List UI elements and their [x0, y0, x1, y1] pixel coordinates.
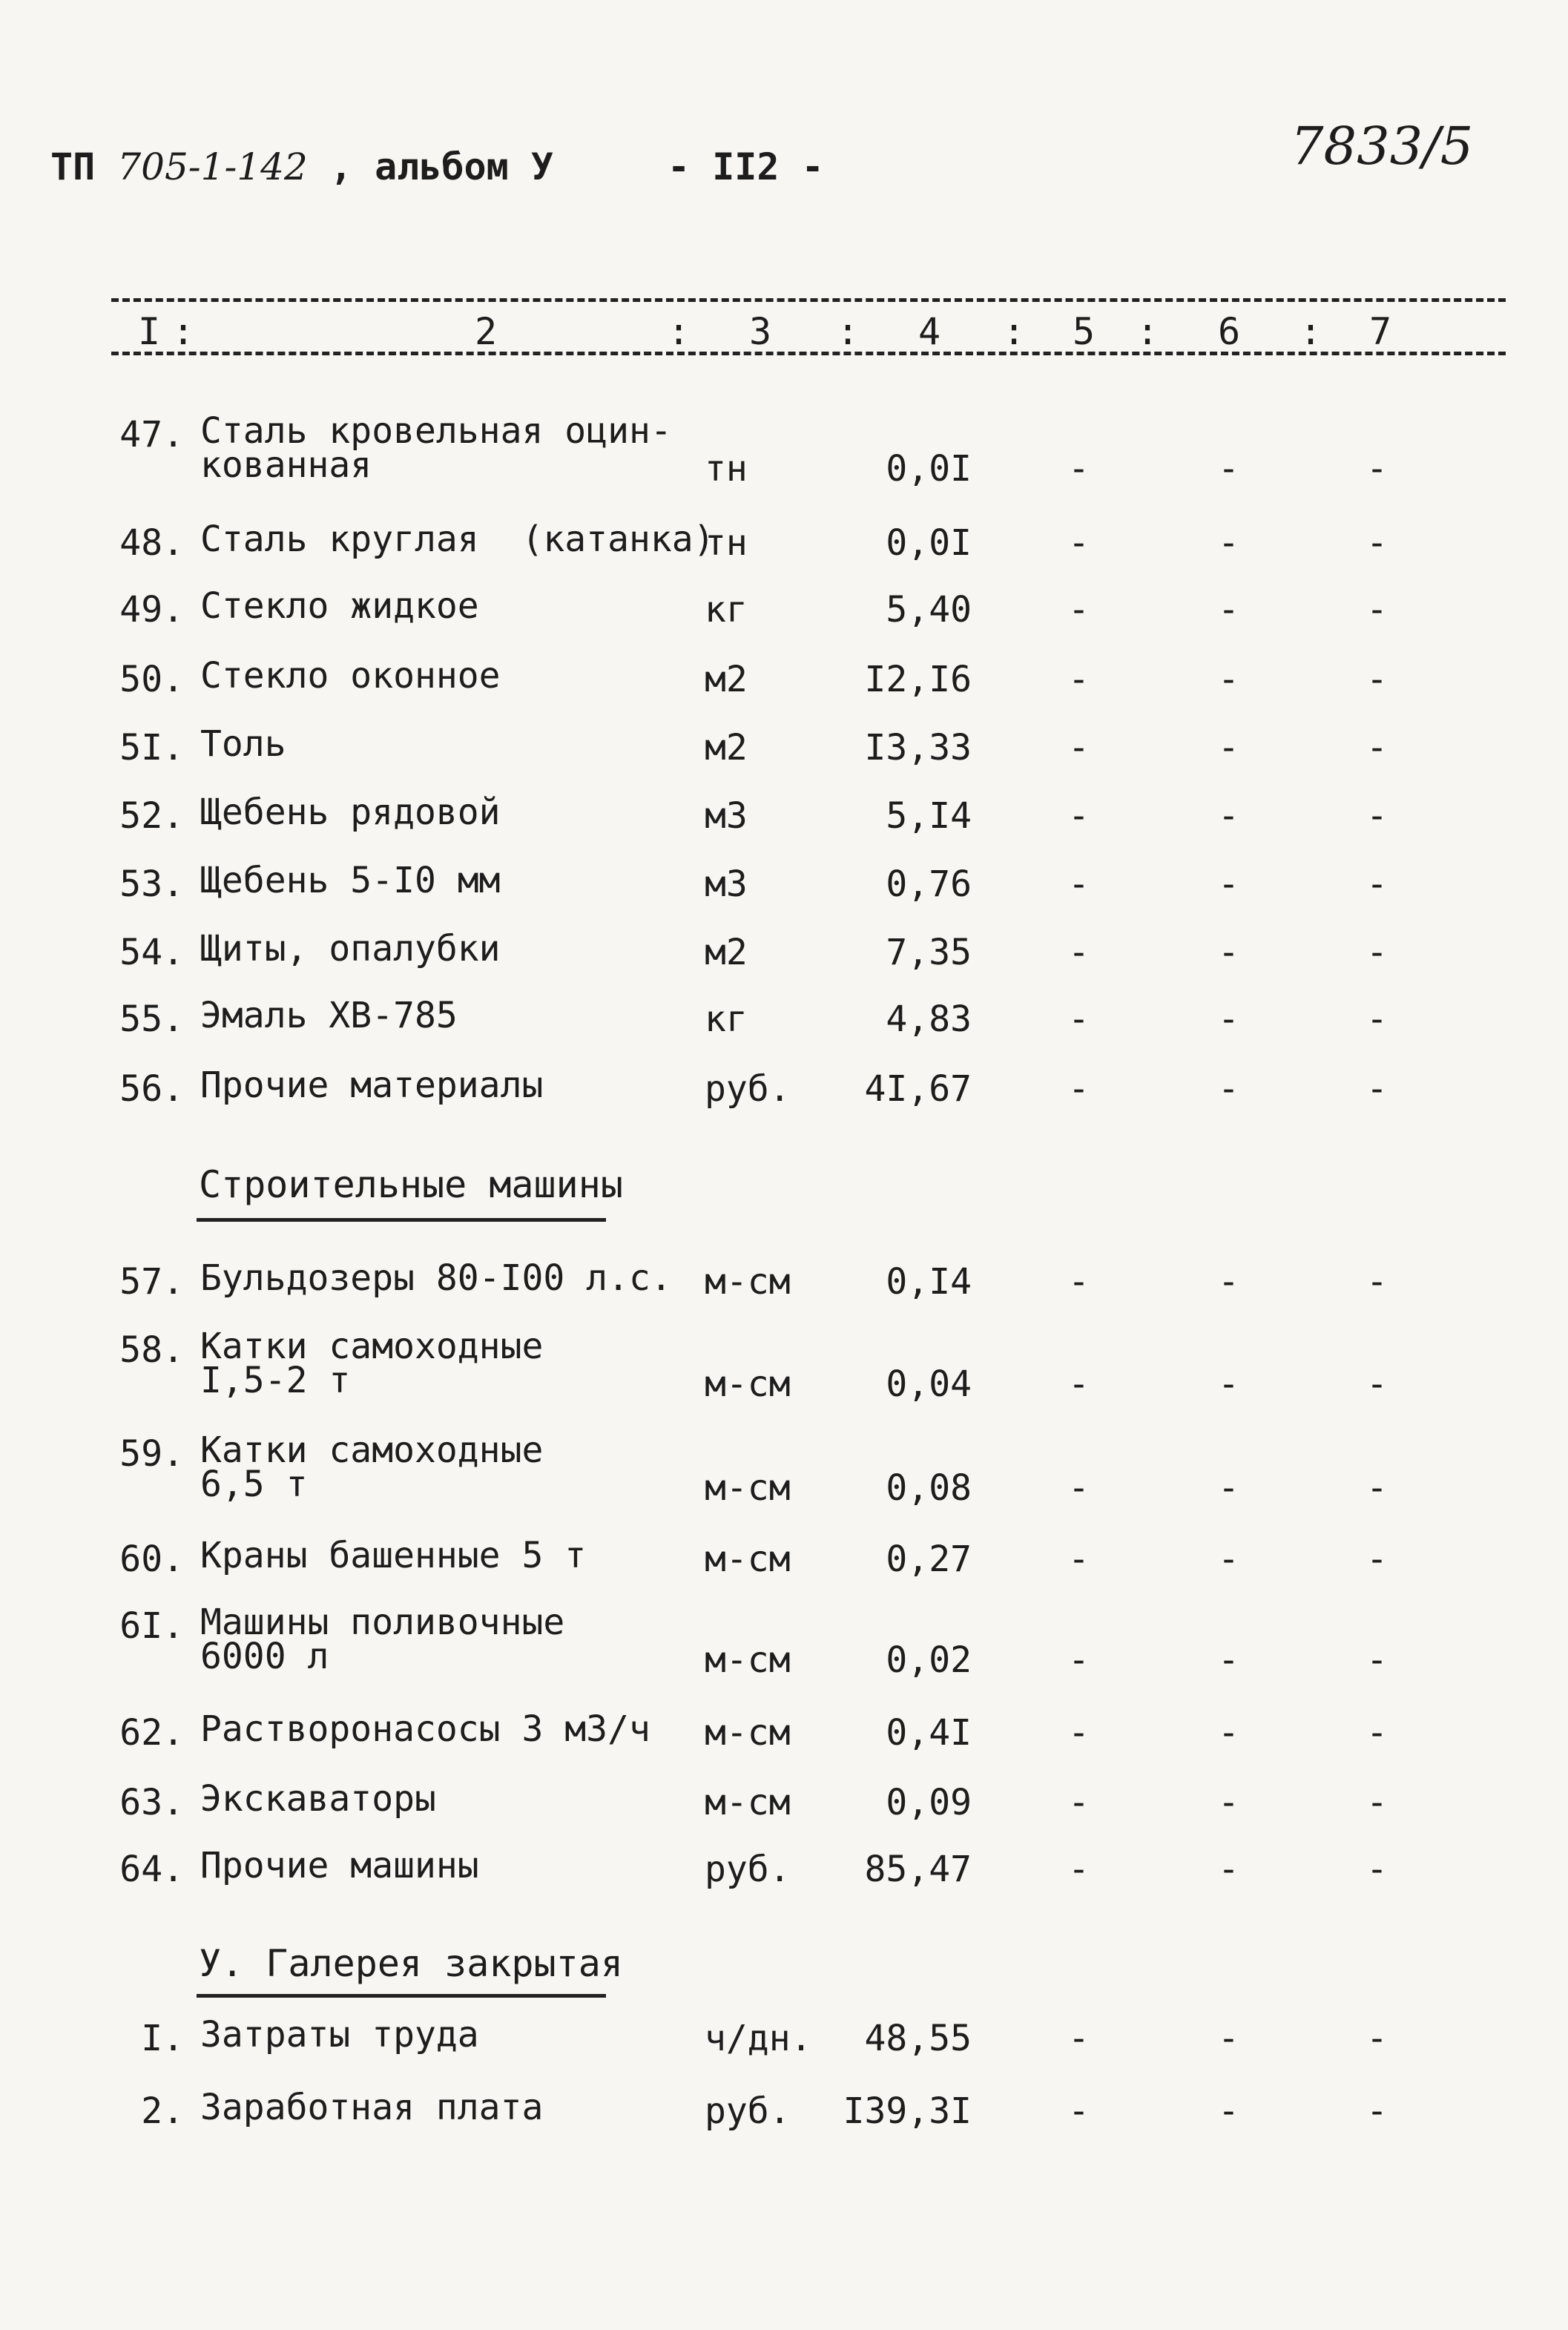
col7-value: -	[1366, 448, 1388, 490]
section-heading-gallery: У. Галерея закрытая	[199, 1942, 623, 1985]
col7-value: -	[1366, 2090, 1388, 2132]
row-number: 60.	[119, 1538, 184, 1580]
row-number: 54.	[119, 932, 184, 973]
unit-of-measure: тн	[705, 522, 748, 564]
row-number: 5I.	[119, 727, 184, 769]
item-name: Толь	[200, 723, 286, 765]
col6-value: -	[1218, 2018, 1239, 2059]
col5-value: -	[1068, 1538, 1090, 1580]
unit-of-measure: м3	[705, 795, 748, 837]
quantity: I2,I6	[864, 659, 972, 700]
row-number: 63.	[119, 1782, 184, 1823]
row-number: 48.	[119, 522, 184, 564]
unit-of-measure: м-см	[705, 1363, 791, 1405]
doc-number: 705-1-142	[117, 145, 308, 188]
col5-value: -	[1068, 1363, 1090, 1405]
row-number: I.	[141, 2018, 184, 2059]
item-name: Катки самоходные 6,5 т	[200, 1429, 544, 1505]
unit-of-measure: тн	[705, 448, 748, 490]
quantity: 0,04	[886, 1363, 972, 1405]
item-name: Машины поливочные 6000 л	[200, 1602, 565, 1677]
item-name: Заработная плата	[200, 2087, 544, 2128]
col-header-7: 7	[1369, 310, 1392, 353]
doc-prefix: ТП	[50, 145, 96, 188]
col-sep: :	[1299, 310, 1322, 353]
inventory-stamp: 7833/5	[1291, 116, 1474, 177]
col7-value: -	[1366, 1639, 1388, 1681]
col6-value: -	[1218, 448, 1239, 490]
item-name: Затраты труда	[200, 2014, 479, 2056]
section-underline	[197, 1994, 606, 1998]
item-name: Стекло жидкое	[200, 585, 479, 627]
col7-value: -	[1366, 863, 1388, 905]
col5-value: -	[1068, 795, 1090, 837]
col6-value: -	[1218, 1849, 1239, 1890]
col-sep: :	[668, 310, 691, 353]
unit-of-measure: руб.	[705, 1849, 791, 1890]
col6-value: -	[1218, 795, 1239, 837]
row-number: 55.	[119, 998, 184, 1040]
row-number: 52.	[119, 795, 184, 837]
col7-value: -	[1366, 1363, 1388, 1405]
col6-value: -	[1218, 1261, 1239, 1303]
col7-value: -	[1366, 1467, 1388, 1509]
item-name: Щебень рядовой	[200, 792, 501, 833]
col5-value: -	[1068, 589, 1090, 631]
quantity: 0,76	[886, 863, 972, 905]
col6-value: -	[1218, 659, 1239, 700]
col-header-4: 4	[918, 310, 941, 353]
item-name: Бульдозеры 80-I00 л.с.	[200, 1257, 672, 1299]
col7-value: -	[1366, 795, 1388, 837]
unit-of-measure: м-см	[705, 1639, 791, 1681]
col6-value: -	[1218, 998, 1239, 1040]
col5-value: -	[1068, 1261, 1090, 1303]
quantity: 0,27	[886, 1538, 972, 1580]
unit-of-measure: кг	[705, 589, 748, 631]
quantity: 7,35	[886, 932, 972, 973]
unit-of-measure: м3	[705, 863, 748, 905]
col-header-2: 2	[475, 310, 498, 353]
row-number: 53.	[119, 863, 184, 905]
unit-of-measure: кг	[705, 998, 748, 1040]
quantity: 0,02	[886, 1639, 972, 1681]
col-header-3: 3	[749, 310, 772, 353]
col6-value: -	[1218, 1068, 1239, 1110]
col5-value: -	[1068, 659, 1090, 700]
quantity: 0,0I	[886, 522, 972, 564]
col6-value: -	[1218, 589, 1239, 631]
quantity: 4,83	[886, 998, 972, 1040]
col6-value: -	[1218, 727, 1239, 769]
doc-header	[50, 145, 553, 188]
col5-value: -	[1068, 727, 1090, 769]
col6-value: -	[1218, 1467, 1239, 1509]
table-header-rule	[111, 352, 1506, 355]
col7-value: -	[1366, 1712, 1388, 1754]
album-label: , альбом У	[329, 145, 553, 188]
row-number: 50.	[119, 659, 184, 700]
unit-of-measure: м2	[705, 659, 748, 700]
col-sep: :	[1003, 310, 1026, 353]
item-name: Прочие материалы	[200, 1064, 544, 1106]
col5-value: -	[1068, 1849, 1090, 1890]
col5-value: -	[1068, 1782, 1090, 1823]
row-number: 6I.	[119, 1605, 184, 1647]
col7-value: -	[1366, 1538, 1388, 1580]
col6-value: -	[1218, 2090, 1239, 2132]
col-header-6: 6	[1218, 310, 1241, 353]
col6-value: -	[1218, 932, 1239, 973]
col-sep: :	[1136, 310, 1159, 353]
col7-value: -	[1366, 522, 1388, 564]
col7-value: -	[1366, 1261, 1388, 1303]
col7-value: -	[1366, 2018, 1388, 2059]
row-number: 2.	[141, 2090, 184, 2132]
row-number: 49.	[119, 589, 184, 631]
quantity: I3,33	[864, 727, 972, 769]
item-name: Стекло оконное	[200, 655, 501, 697]
col5-value: -	[1068, 1639, 1090, 1681]
unit-of-measure: м2	[705, 932, 748, 973]
unit-of-measure: руб.	[705, 2090, 791, 2132]
row-number: 57.	[119, 1261, 184, 1303]
quantity: 0,4I	[886, 1712, 972, 1754]
item-name: Сталь кровельная оцин- кованная	[200, 410, 672, 486]
col7-value: -	[1366, 659, 1388, 700]
item-name: Краны башенные 5 т	[200, 1535, 587, 1576]
col5-value: -	[1068, 2090, 1090, 2132]
row-number: 59.	[119, 1433, 184, 1475]
row-number: 56.	[119, 1068, 184, 1110]
quantity: I39,3I	[843, 2090, 972, 2132]
col5-value: -	[1068, 1467, 1090, 1509]
col-header-5: 5	[1073, 310, 1096, 353]
col5-value: -	[1068, 863, 1090, 905]
row-number: 58.	[119, 1329, 184, 1371]
unit-of-measure: м-см	[705, 1261, 791, 1303]
quantity: 48,55	[864, 2018, 972, 2059]
col7-value: -	[1366, 589, 1388, 631]
col5-value: -	[1068, 932, 1090, 973]
section-heading-machines: Строительные машины	[199, 1163, 623, 1206]
unit-of-measure: м-см	[705, 1467, 791, 1509]
quantity: 0,09	[886, 1782, 972, 1823]
col-sep: :	[837, 310, 860, 353]
col6-value: -	[1218, 1782, 1239, 1823]
quantity: 0,I4	[886, 1261, 972, 1303]
quantity: 5,40	[886, 589, 972, 631]
col6-value: -	[1218, 863, 1239, 905]
col7-value: -	[1366, 1068, 1388, 1110]
item-name: Щиты, опалубки	[200, 928, 501, 970]
section-underline	[197, 1218, 606, 1222]
item-name: Экскаваторы	[200, 1778, 436, 1820]
page-number: - II2 -	[668, 145, 824, 188]
unit-of-measure: руб.	[705, 1068, 791, 1110]
col5-value: -	[1068, 522, 1090, 564]
col7-value: -	[1366, 727, 1388, 769]
col7-value: -	[1366, 932, 1388, 973]
item-name: Эмаль ХВ-785	[200, 995, 458, 1036]
col6-value: -	[1218, 1639, 1239, 1681]
col7-value: -	[1366, 998, 1388, 1040]
item-name: Растворонасосы 3 м3/ч	[200, 1708, 650, 1750]
quantity: 0,08	[886, 1467, 972, 1509]
unit-of-measure: м-см	[705, 1538, 791, 1580]
col7-value: -	[1366, 1849, 1388, 1890]
col6-value: -	[1218, 1538, 1239, 1580]
item-name: Щебень 5-I0 мм	[200, 860, 501, 901]
unit-of-measure: м-см	[705, 1712, 791, 1754]
quantity: 85,47	[864, 1849, 972, 1890]
row-number: 64.	[119, 1849, 184, 1890]
col5-value: -	[1068, 448, 1090, 490]
unit-of-measure: ч/дн.	[705, 2018, 812, 2059]
col5-value: -	[1068, 1712, 1090, 1754]
row-number: 62.	[119, 1712, 184, 1754]
col6-value: -	[1218, 522, 1239, 564]
col7-value: -	[1366, 1782, 1388, 1823]
item-name: Катки самоходные I,5-2 т	[200, 1326, 544, 1401]
col-sep: :	[172, 310, 195, 353]
quantity: 4I,67	[864, 1068, 972, 1110]
col6-value: -	[1218, 1712, 1239, 1754]
quantity: 5,I4	[886, 795, 972, 837]
row-number: 47.	[119, 414, 184, 455]
item-name: Прочие машины	[200, 1845, 479, 1886]
unit-of-measure: м-см	[705, 1782, 791, 1823]
col-header-1: I	[138, 310, 161, 353]
table-top-rule	[111, 298, 1506, 302]
col5-value: -	[1068, 1068, 1090, 1110]
col5-value: -	[1068, 998, 1090, 1040]
quantity: 0,0I	[886, 448, 972, 490]
col5-value: -	[1068, 2018, 1090, 2059]
item-name: Сталь круглая (катанка)	[200, 519, 715, 560]
col6-value: -	[1218, 1363, 1239, 1405]
unit-of-measure: м2	[705, 727, 748, 769]
